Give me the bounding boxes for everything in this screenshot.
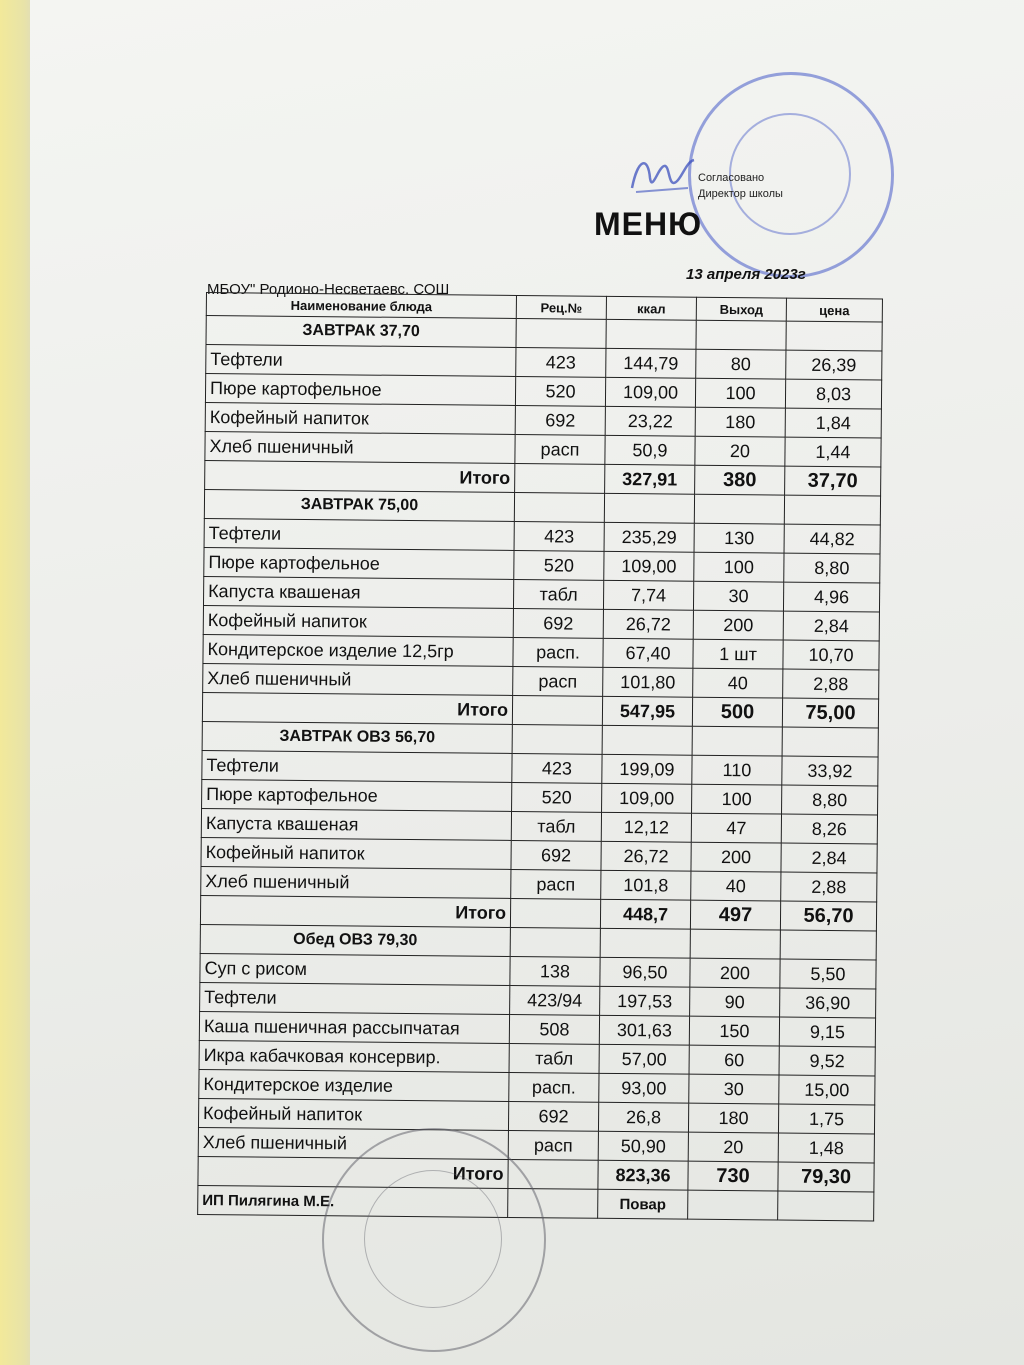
total-kcal: 327,91 — [605, 464, 695, 494]
empty-cell — [782, 727, 878, 757]
dish-name: Тефтели — [206, 345, 516, 377]
price-value: 1,44 — [785, 437, 881, 467]
recipe-number: 520 — [514, 550, 604, 580]
price-value: 9,15 — [779, 1017, 875, 1047]
recipe-number: расп. — [513, 637, 603, 667]
price-value: 1,84 — [785, 408, 881, 438]
cook-name: ИП Пилягина М.Е. — [198, 1185, 508, 1217]
section-title: ЗАВТРАК 75,00 — [204, 489, 514, 521]
output-value: 60 — [689, 1045, 779, 1075]
recipe-number: табл — [513, 579, 603, 609]
director-label: Директор школы — [698, 188, 783, 200]
output-value: 30 — [693, 581, 783, 611]
price-value: 5,50 — [780, 959, 876, 989]
total-output: 380 — [695, 465, 785, 495]
empty-cell — [690, 929, 780, 959]
dish-name: Тефтели — [200, 982, 510, 1014]
output-value: 40 — [691, 871, 781, 901]
section-title: ЗАВТРАК 37,70 — [206, 316, 516, 348]
total-output: 497 — [690, 900, 780, 930]
dish-name: Тефтели — [204, 518, 514, 550]
dish-name: Хлеб пшеничный — [203, 663, 513, 695]
recipe-number: табл — [511, 811, 601, 841]
empty-cell — [692, 726, 782, 756]
output-value: 1 шт — [693, 639, 783, 669]
empty-cell — [508, 1159, 598, 1189]
school-name: МБОУ" Родионо-Несветаевс. СОШ — [207, 281, 450, 298]
price-value: 44,82 — [784, 524, 880, 554]
price-value: 8,03 — [785, 379, 881, 409]
total-kcal: 448,7 — [600, 899, 690, 929]
menu-table — [197, 292, 883, 1221]
col-price-header: цена — [786, 298, 882, 322]
dish-name: Каша пшеничная рассыпчатая — [199, 1011, 509, 1043]
price-value: 2,88 — [781, 872, 877, 902]
kcal-value: 96,50 — [600, 957, 690, 987]
kcal-value: 67,40 — [603, 638, 693, 668]
dish-name: Кондитерское изделие — [199, 1069, 509, 1101]
total-price: 79,30 — [778, 1162, 874, 1192]
total-kcal: 547,95 — [602, 696, 692, 726]
recipe-number: 423/94 — [510, 985, 600, 1015]
recipe-number: 692 — [511, 840, 601, 870]
output-value: 100 — [695, 378, 785, 408]
output-value: 180 — [695, 407, 785, 437]
output-value: 47 — [691, 813, 781, 843]
total-output: 730 — [688, 1161, 778, 1191]
price-value: 36,90 — [780, 988, 876, 1018]
dish-name: Икра кабачковая консервир. — [199, 1040, 509, 1072]
output-value: 180 — [688, 1103, 778, 1133]
kcal-value: 23,22 — [605, 406, 695, 436]
director-signature — [628, 148, 698, 198]
price-value: 4,96 — [783, 582, 879, 612]
recipe-number: 520 — [512, 782, 602, 812]
col-recipe-header: Рец.№ — [516, 295, 606, 319]
kcal-value: 101,8 — [601, 870, 691, 900]
empty-cell — [510, 898, 600, 928]
output-value: 80 — [696, 349, 786, 379]
dish-name: Тефтели — [202, 750, 512, 782]
price-value: 8,26 — [781, 814, 877, 844]
kcal-value: 109,00 — [605, 377, 695, 407]
dish-name: Кофейный напиток — [203, 605, 513, 637]
empty-cell — [512, 724, 602, 754]
dish-name: Кондитерское изделие 12,5гр — [203, 634, 513, 666]
recipe-number: расп — [513, 666, 603, 696]
col-kcal-header: ккал — [606, 296, 696, 320]
output-value: 20 — [688, 1132, 778, 1162]
recipe-number: расп. — [509, 1072, 599, 1102]
approval-block — [698, 170, 783, 202]
price-value: 26,39 — [786, 350, 882, 380]
price-value: 1,48 — [778, 1133, 874, 1163]
dish-name: Кофейный напиток — [205, 402, 515, 434]
kcal-value: 235,29 — [604, 522, 694, 552]
section-title: ЗАВТРАК ОВЗ 56,70 — [202, 721, 512, 753]
total-label: Итого — [202, 692, 512, 724]
recipe-number: 692 — [515, 405, 605, 435]
approved-label: Согласовано — [698, 172, 765, 184]
empty-cell — [696, 320, 786, 350]
signature-row — [198, 1185, 874, 1220]
total-label: Итого — [200, 895, 510, 927]
recipe-number: табл — [509, 1043, 599, 1073]
dish-name: Капуста квашеная — [201, 808, 511, 840]
kcal-value: 50,9 — [605, 435, 695, 465]
price-value: 1,75 — [778, 1104, 874, 1134]
total-kcal: 823,36 — [598, 1160, 688, 1190]
price-value: 9,52 — [779, 1046, 875, 1076]
kcal-value: 93,00 — [599, 1073, 689, 1103]
total-label: Итого — [205, 460, 515, 492]
empty-cell — [786, 321, 882, 351]
kcal-value: 26,8 — [598, 1102, 688, 1132]
dish-name: Кофейный напиток — [198, 1098, 508, 1130]
empty-cell — [510, 927, 600, 957]
kcal-value: 26,72 — [603, 609, 693, 639]
output-value: 200 — [691, 842, 781, 872]
dish-name: Капуста квашеная — [203, 576, 513, 608]
dish-name: Пюре картофельное — [202, 779, 512, 811]
dish-name: Суп с рисом — [200, 953, 510, 985]
price-value: 2,84 — [781, 843, 877, 873]
empty-cell — [784, 495, 880, 525]
dish-name: Пюре картофельное — [205, 374, 515, 406]
price-value: 8,80 — [784, 553, 880, 583]
output-value: 40 — [693, 668, 783, 698]
kcal-value: 199,09 — [602, 754, 692, 784]
menu-date: 13 апреля 2023г — [686, 266, 806, 283]
empty-cell — [606, 319, 696, 349]
dish-name: Пюре картофельное — [204, 547, 514, 579]
section-title: Обед ОВЗ 79,30 — [200, 924, 510, 956]
kcal-value: 7,74 — [603, 580, 693, 610]
recipe-number: расп — [511, 869, 601, 899]
kcal-value: 101,80 — [603, 667, 693, 697]
empty-cell — [515, 463, 605, 493]
recipe-number: 692 — [508, 1101, 598, 1131]
output-value: 100 — [694, 552, 784, 582]
empty-cell — [514, 492, 604, 522]
recipe-number: 138 — [510, 956, 600, 986]
recipe-number: расп — [508, 1130, 598, 1160]
empty-cell — [512, 695, 602, 725]
total-output: 500 — [692, 697, 782, 727]
output-value: 90 — [690, 987, 780, 1017]
price-value: 15,00 — [779, 1075, 875, 1105]
kcal-value: 57,00 — [599, 1044, 689, 1074]
empty-cell — [688, 1190, 778, 1220]
dish-name: Хлеб пшеничный — [205, 431, 515, 463]
recipe-number: 423 — [516, 347, 606, 377]
recipe-number: расп — [515, 434, 605, 464]
empty-cell — [604, 493, 694, 523]
kcal-value: 12,12 — [601, 812, 691, 842]
output-value: 30 — [689, 1074, 779, 1104]
total-price: 37,70 — [785, 466, 881, 496]
price-value: 8,80 — [782, 785, 878, 815]
kcal-value: 301,63 — [599, 1015, 689, 1045]
recipe-number: 692 — [513, 608, 603, 638]
recipe-number: 520 — [515, 376, 605, 406]
recipe-number: 423 — [514, 521, 604, 551]
empty-cell — [508, 1188, 598, 1218]
kcal-value: 197,53 — [600, 986, 690, 1016]
empty-cell — [694, 494, 784, 524]
empty-cell — [780, 930, 876, 960]
output-value: 20 — [695, 436, 785, 466]
empty-cell — [600, 928, 690, 958]
kcal-value: 109,00 — [604, 551, 694, 581]
output-value: 200 — [693, 610, 783, 640]
price-value: 10,70 — [783, 640, 879, 670]
kcal-value: 26,72 — [601, 841, 691, 871]
output-value: 150 — [689, 1016, 779, 1046]
empty-cell — [778, 1191, 874, 1221]
total-label: Итого — [198, 1156, 508, 1188]
dish-name: Хлеб пшеничный — [201, 866, 511, 898]
empty-cell — [602, 725, 692, 755]
dish-name: Кофейный напиток — [201, 837, 511, 869]
output-value: 200 — [690, 958, 780, 988]
total-price: 75,00 — [782, 698, 878, 728]
col-output-header: Выход — [696, 297, 786, 321]
output-value: 100 — [692, 784, 782, 814]
recipe-number: 508 — [509, 1014, 599, 1044]
empty-cell — [516, 318, 606, 348]
kcal-value: 109,00 — [602, 783, 692, 813]
price-value: 2,88 — [783, 669, 879, 699]
kcal-value: 50,90 — [598, 1131, 688, 1161]
col-name-header: Наименование блюда — [206, 293, 516, 319]
price-value: 2,84 — [783, 611, 879, 641]
cook-role: Повар — [598, 1189, 688, 1219]
total-price: 56,70 — [780, 901, 876, 931]
kcal-value: 144,79 — [606, 348, 696, 378]
price-value: 33,92 — [782, 756, 878, 786]
output-value: 130 — [694, 523, 784, 553]
page-title: МЕНЮ — [594, 206, 703, 242]
recipe-number: 423 — [512, 753, 602, 783]
output-value: 110 — [692, 755, 782, 785]
dish-name: Хлеб пшеничный — [198, 1127, 508, 1159]
